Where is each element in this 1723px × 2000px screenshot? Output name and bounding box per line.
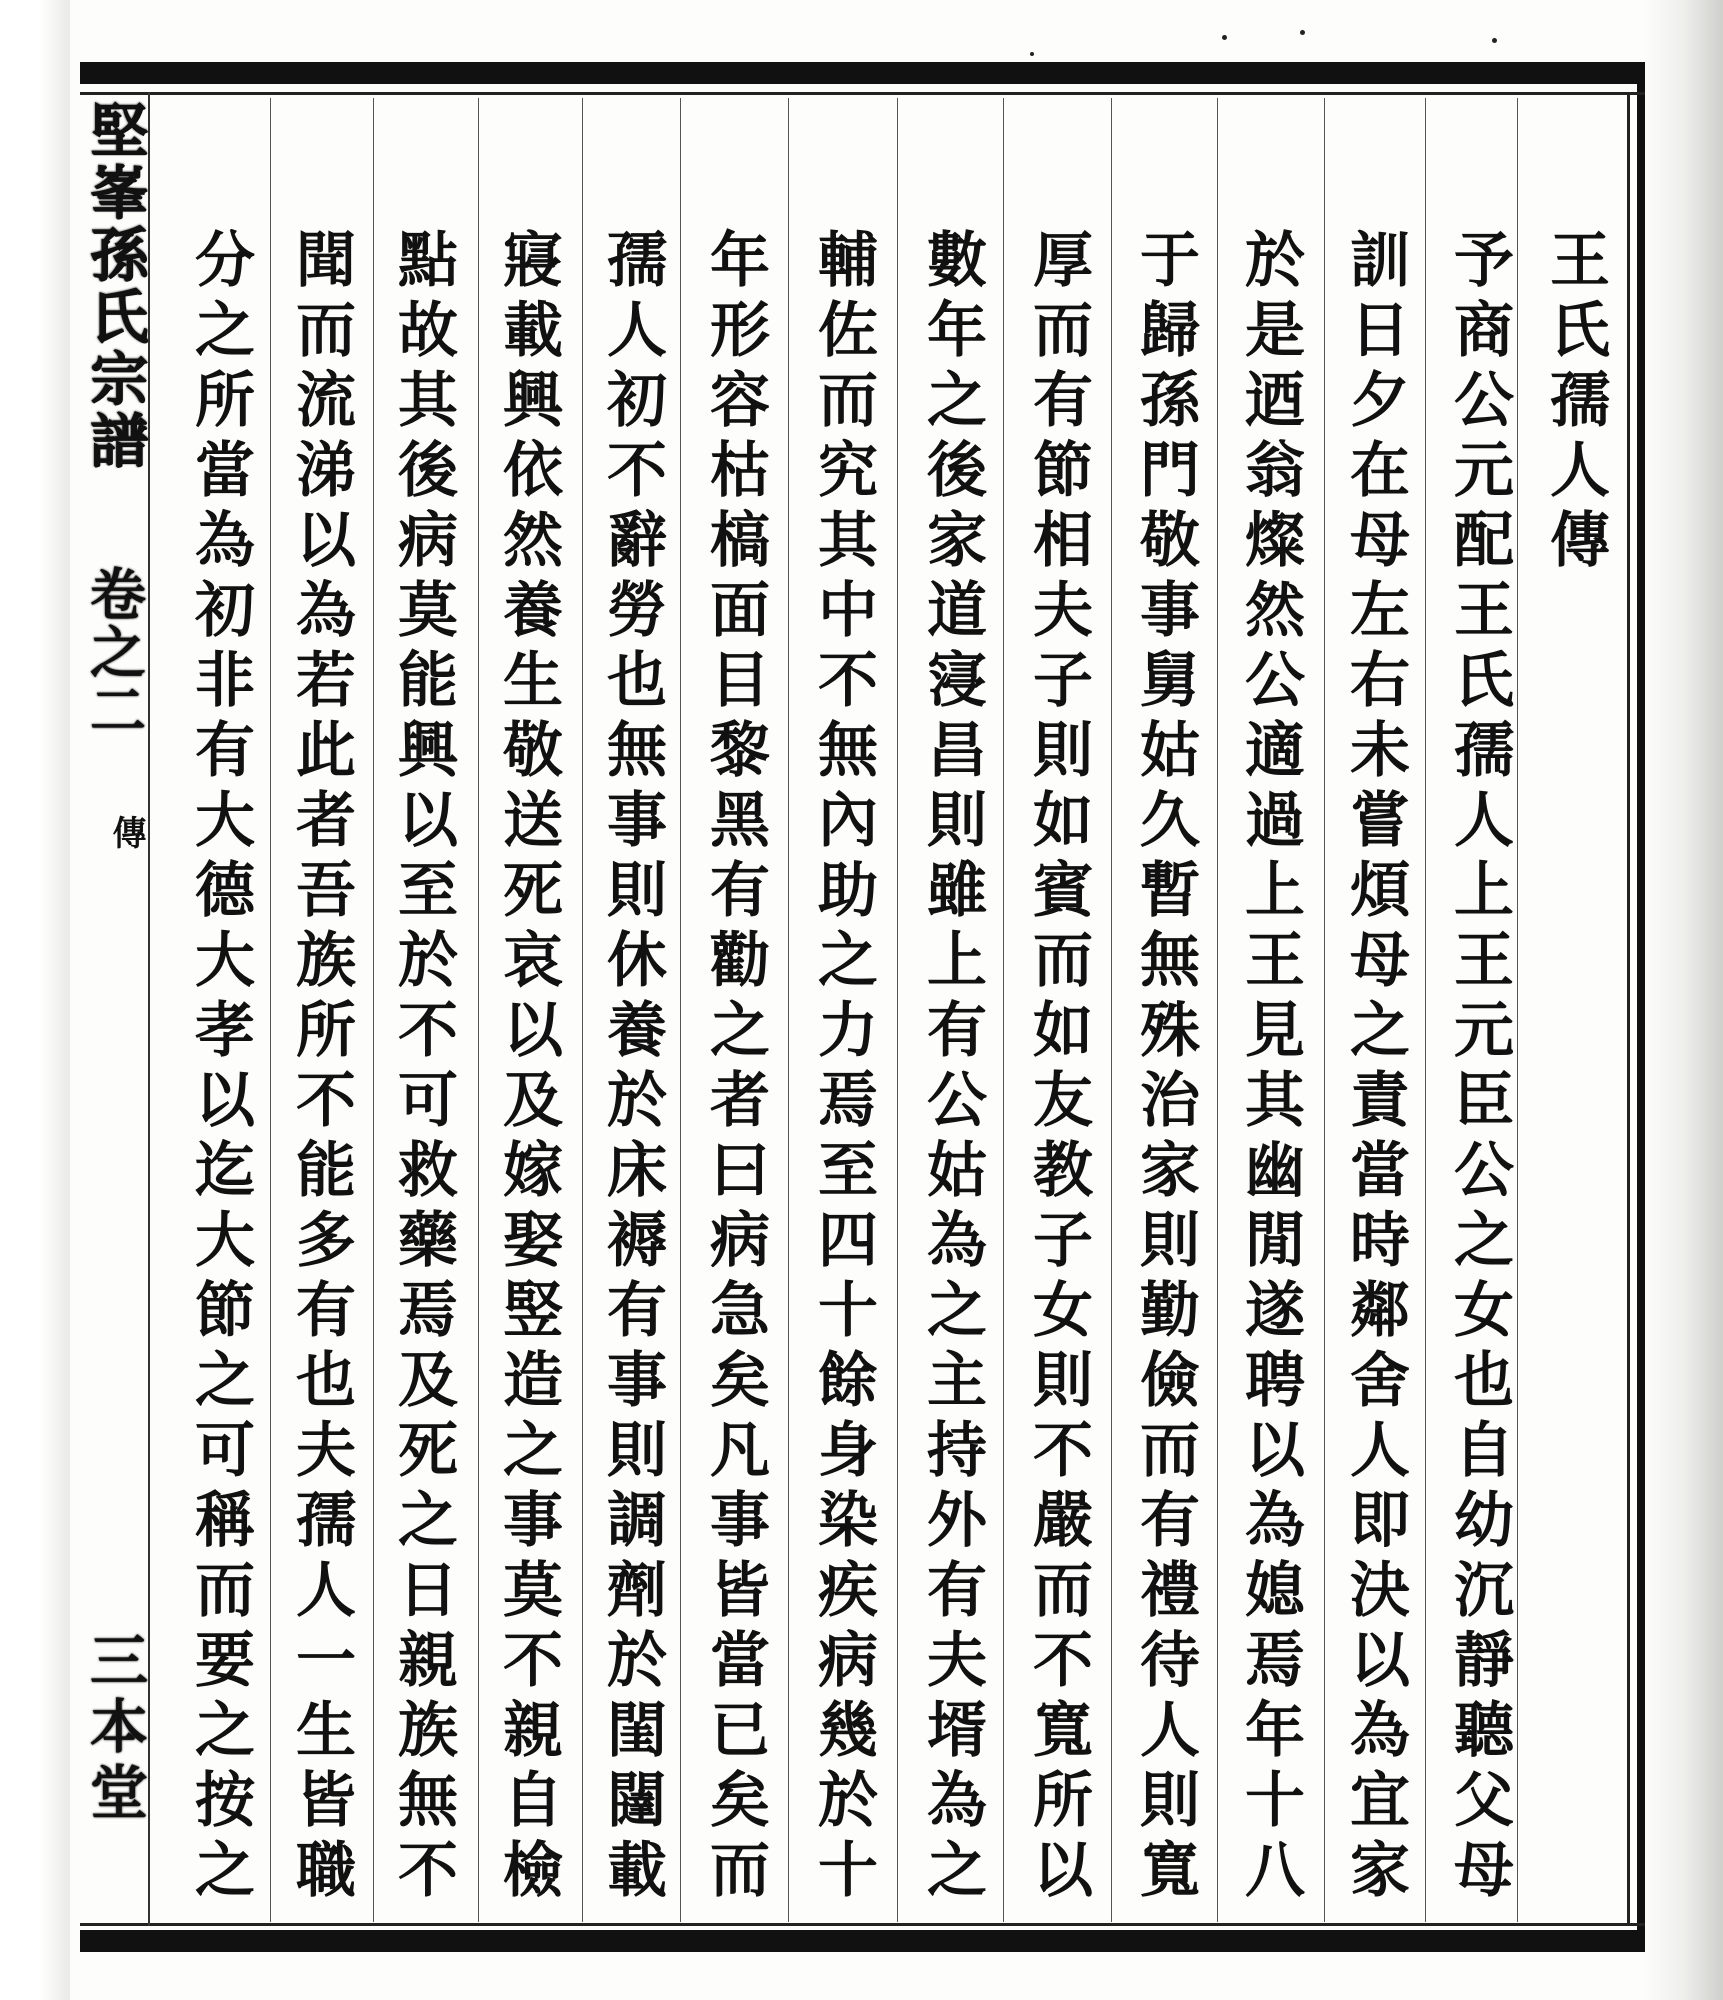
column-rule <box>788 98 789 1922</box>
article-title: 王氏孺人傳 <box>1540 228 1610 578</box>
column-rule <box>1324 98 1325 1922</box>
text-column: 年形容枯槁面目黎黑有勸之者曰病急矣凡事皆當已矣而 <box>700 228 770 1908</box>
text-column: 予商公元配王氏孺人上王元臣公之女也自幼沉靜聽父母 <box>1444 228 1514 1908</box>
column-rule <box>1425 98 1426 1922</box>
hall-name: 三本堂 <box>80 1630 148 1828</box>
text-column: 于歸孫門敬事舅姑久暫無殊治家則勤儉而有禮待人則寬 <box>1130 228 1200 1908</box>
banxin-rule <box>148 92 150 1926</box>
column-rule <box>270 98 271 1922</box>
text-column: 點故其後病莫能興以至於不可救藥焉及死之日親族無不 <box>388 228 458 1908</box>
column-rule <box>582 98 583 1922</box>
column-rule <box>478 98 479 1922</box>
text-column: 孺人初不辭勞也無事則休養於床褥有事則調劑於閨闥載 <box>597 228 667 1908</box>
text-column: 厚而有節相夫子則如賓而如友教子女則不嚴而不寬所以 <box>1023 228 1093 1908</box>
spine-shadow <box>0 0 70 2000</box>
section-label: 傳 <box>106 815 146 849</box>
volume-label: 卷之二 <box>81 565 147 739</box>
column-rule <box>373 98 374 1922</box>
text-column: 訓日夕在母左右未嘗煩母之責當時鄰舍人即決以為宜家 <box>1340 228 1410 1908</box>
text-column: 聞而流涕以為若此者吾族所不能多有也夫孺人一生皆職 <box>286 228 356 1908</box>
text-column: 輔佐而究其中不無內助之力焉至四十餘身染疾病幾於十 <box>808 228 878 1908</box>
genealogy-title: 堅峯孫氏宗譜 <box>80 100 148 472</box>
column-rule <box>1111 98 1112 1922</box>
column-rule <box>1003 98 1004 1922</box>
frame-right-rule <box>1627 92 1630 1926</box>
column-rule <box>680 98 681 1922</box>
ink-speck <box>1492 38 1497 43</box>
page-edge-shadow <box>1643 0 1723 2000</box>
ink-speck <box>1222 35 1227 40</box>
text-column: 分之所當為初非有大德大孝以迄大節之可稱而要之按之 <box>185 228 255 1908</box>
ink-speck <box>1030 52 1034 56</box>
ink-speck <box>1300 30 1305 35</box>
text-column: 於是迺翁燦然公適過上王見其幽閒遂聘以為媳焉年十八 <box>1235 228 1305 1908</box>
text-column: 寢載興依然養生敬送死哀以及嫁娶竪造之事莫不親自檢 <box>493 228 563 1908</box>
column-rule <box>897 98 898 1922</box>
text-column: 數年之後家道寖昌則雖上有公姑為之主持外有夫壻為之 <box>917 228 987 1908</box>
column-rule <box>1217 98 1218 1922</box>
